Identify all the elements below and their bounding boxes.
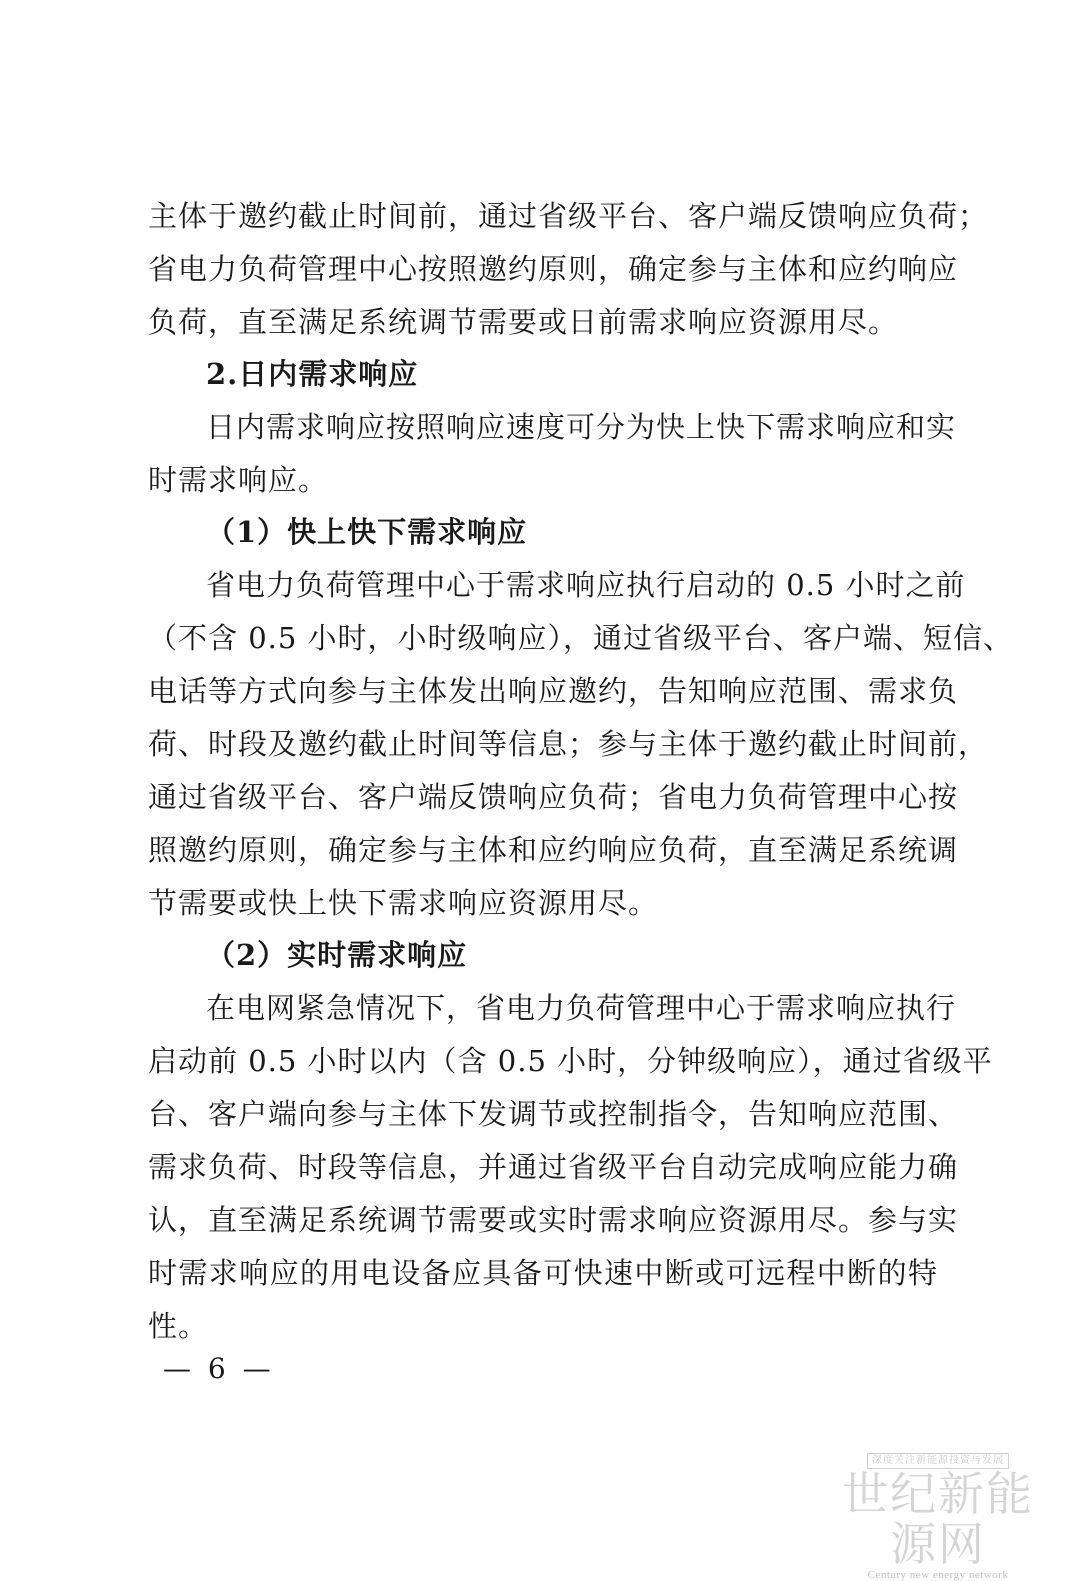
paragraph-4-line-6: 时需求响应的用电设备应具备可快速中断或可远程中断的特	[148, 1256, 938, 1290]
paragraph-4-line-2: 启动前 0.5 小时以内（含 0.5 小时，分钟级响应），通过省级平	[148, 1044, 993, 1078]
paragraph-3-line-4: 荷、时段及邀约截止时间等信息；参与主体于邀约截止时间前，	[148, 727, 989, 761]
watermark-logo	[838, 1448, 1038, 1581]
subsection-heading-real-time: （2）实时需求响应	[206, 938, 468, 972]
page-number: — 6 —	[163, 1352, 275, 1385]
paragraph-4-line-3: 台、客户端向参与主体下发调节或控制指令，告知响应范围、	[148, 1097, 959, 1131]
watermark-english: Century new energy network	[867, 1569, 1009, 1581]
paragraph-3-line-3: 电话等方式向参与主体发出响应邀约，告知响应范围、需求负	[148, 674, 959, 708]
paragraph-3-line-1: 省电力负荷管理中心于需求响应执行启动的 0.5 小时之前	[206, 568, 966, 602]
paragraph-3-line-5: 通过省级平台、客户端反馈响应负荷；省电力负荷管理中心按	[148, 780, 959, 814]
subsection-heading-fast-up-down: （1）快上快下需求响应	[206, 515, 528, 549]
paragraph-2-line-2: 时需求响应。	[148, 463, 329, 497]
paragraph-1-line-2: 省电力负荷管理中心按照邀约原则，确定参与主体和应约响应	[148, 252, 959, 286]
paragraph-4-line-5: 认，直至满足系统调节需要或实时需求响应资源用尽。参与实	[148, 1203, 959, 1237]
paragraph-3-line-2: （不含 0.5 小时，小时级响应），通过省级平台、客户端、短信、	[148, 621, 1014, 655]
paragraph-4-line-7: 性。	[148, 1309, 209, 1343]
watermark-brand: 世纪新能源网	[842, 1467, 1034, 1571]
watermark-tagline: 深度关注新能源投资与发展	[867, 1453, 1009, 1469]
paragraph-3-line-6: 照邀约原则，确定参与主体和应约响应负荷，直至满足系统调	[148, 833, 959, 867]
paragraph-3-line-7: 节需要或快上快下需求响应资源用尽。	[148, 886, 659, 920]
paragraph-2-line-1: 日内需求响应按照响应速度可分为快上快下需求响应和实	[206, 410, 957, 444]
paragraph-4-line-4: 需求负荷、时段等信息，并通过省级平台自动完成响应能力确	[148, 1150, 959, 1184]
paragraph-1-line-3: 负荷，直至满足系统调节需要或日前需求响应资源用尽。	[148, 305, 899, 339]
paragraph-1-line-1: 主体于邀约截止时间前，通过省级平台、客户端反馈响应负荷；	[148, 199, 989, 233]
paragraph-4-line-1: 在电网紧急情况下，省电力负荷管理中心于需求响应执行	[206, 991, 957, 1025]
section-heading-intraday-demand-response: 2.日内需求响应	[206, 357, 419, 391]
